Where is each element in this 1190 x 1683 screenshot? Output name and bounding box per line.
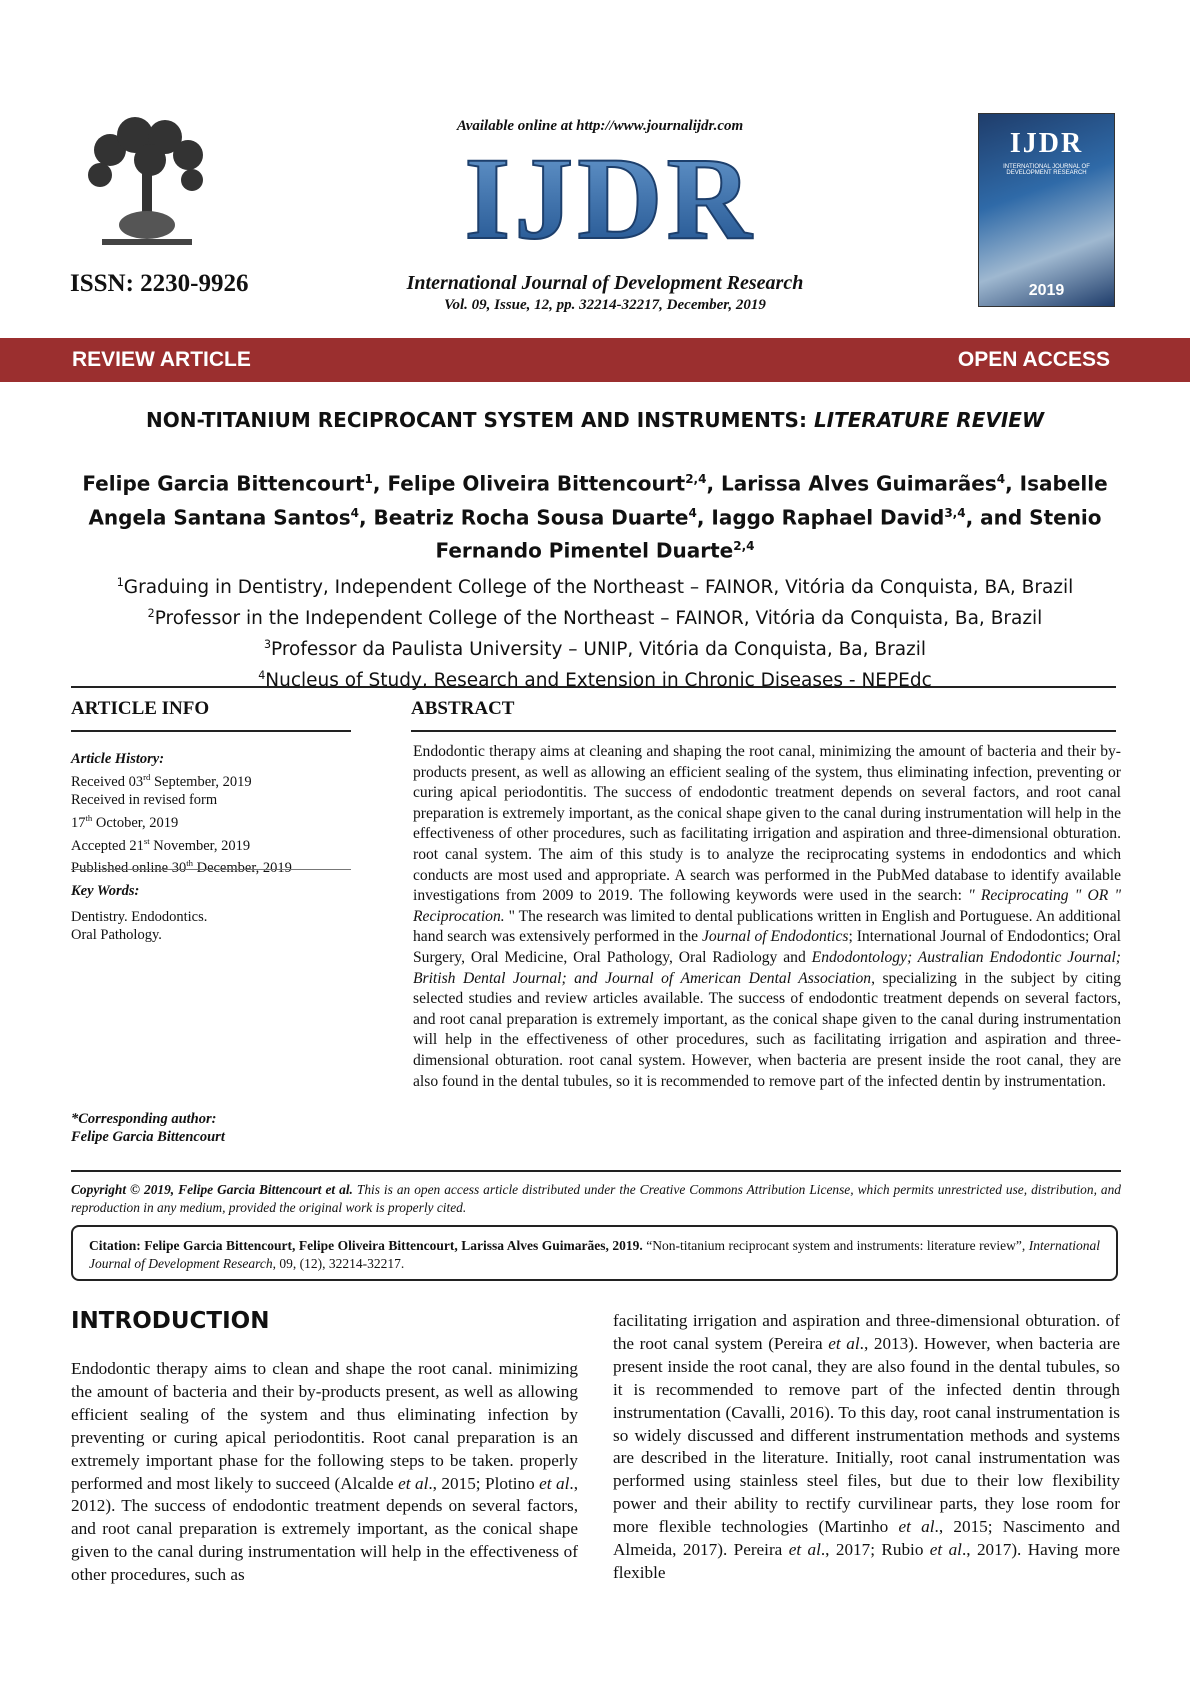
accepted-date: Accepted 21st November, 2019: [71, 835, 251, 854]
abstract-text: Endodontic therapy aims at cleaning and shaping the root canal, minimizing the amount of bacteria and their by-products present, as well as allowing an efficient sealing of the system, thus eliminating infection, preventing or curing apical periodontitis. The success of endodontic treatment depends on several factors, and root canal preparation is extremely important, as the conical shape given to the canal during instrumentation will help in the effectiveness of other procedures, such as facilitating irrigation and aspiration and three-dimensional obturation. root canal system. The aim of this study is to analyze the reciprocating systems in endodontics and which conducts are most used and appropriate. A search was performed in the PubMed database to identify available investigations from 2009 to 2019. The following keywords were used in the search: " Reciprocating " OR " Reciprocation. " The research was limited to dental publications written in English and Portuguese. An additional hand search was extensively performed in the Journal of Endodontics; International Journal of Endodontics; Oral Surgery, Oral Medicine, Oral Pathology, Oral Radiology and Endodontology; Australian Endodontic Journal; British Dental Journal; and Journal of American Dental Association, specializing in the subject by citing selected studies and review articles available. The success of endodontic treatment depends on several factors, and root canal preparation is extremely important, as the conical shape given to the canal during instrumentation will help in the effectiveness of other procedures, such as facilitating irrigation and aspiration and three-dimensional obturation. root canal system. However, when bacteria are present inside the root canal, they are also found in the dental tubules, so it is recommended to remove part of the infected dentin by instrumentation.: [413, 743, 1122, 1090]
available-online-line: Available online at http://www.journalijdr.com: [456, 118, 744, 134]
affiliations: [70, 570, 1120, 695]
tree-logo-icon: [80, 115, 215, 255]
author-list: Felipe Garcia Bittencourt$^1$, Felipe Oliveira Bittencourt$^{2,4}$, Larissa Alves Guimarães$^4$, Isabelle Angela Santana Santos$^4$, Beatriz Rocha Sousa Duarte$^4$, Iaggo Raphael David$^{3,4}$, and Stenio Fernando Pimentel Duarte$^{2,4}$: [82, 471, 1108, 563]
divider: [71, 869, 351, 870]
citation-box: Citation: Felipe Garcia Bittencourt, Felipe Oliveira Bittencourt, Larissa Alves Guimarães, 2019. “Non-titanium reciprocant system and instruments: literature review”, International Journal of Development Research, 09, (12), 32214-32217.: [71, 1225, 1118, 1281]
article-type-banner: [0, 338, 1190, 382]
divider: [71, 1170, 1121, 1172]
abstract-heading: ABSTRACT: [411, 698, 515, 719]
affiliation: $^3$Professor da Paulista University – UNIP, Vitória da Conquista, Ba, Brazil: [263, 638, 927, 661]
keywords-label: Key Words:: [71, 883, 140, 899]
divider: [411, 730, 1116, 732]
article-history: [71, 750, 351, 877]
divider: [71, 730, 351, 732]
keywords-line: Oral Pathology.: [71, 927, 162, 943]
introduction-left-column: Endodontic therapy aims to clean and shape the root canal. minimizing the amount of bacteria and their by-products present, as well as allowing efficient sealing of the system and thus eliminating infection by preventing or curing apical periodontitis. Root canal preparation is an extremely important phase for the following steps to be taken. properly performed and most likely to succeed (Alcalde et al., 2015; Plotino et al., 2012). The success of endodontic treatment depends on several factors, and root canal preparation is extremely important, as the conical shape given to the canal during instrumentation will help in the effectiveness of other procedures, such as: [71, 1359, 578, 1585]
corresponding-name: Felipe Garcia Bittencourt: [71, 1129, 225, 1145]
published-date: Published online 30th December, 2019: [71, 858, 292, 877]
keywords: [71, 882, 351, 944]
cover-year: 2019: [1028, 282, 1065, 299]
article-title: NON-TITANIUM RECIPROCANT SYSTEM AND INSTRUMENTS: LITERATURE REVIEW: [145, 408, 1045, 432]
received-date: Received 03rd September, 2019: [71, 772, 252, 790]
corresponding-label: *Corresponding author:: [71, 1111, 217, 1127]
keywords-line: Dentistry. Endodontics.: [71, 909, 208, 925]
copyright-notice: Copyright © 2019, Felipe Garcia Bittencourt et al. This is an open access article distributed under the Creative Commons Attribution License, which permits unrestricted use, distribution, and reproduction in any medium, provided the original work is properly cited.: [71, 1182, 1121, 1215]
introduction-heading: INTRODUCTION: [71, 1308, 270, 1334]
affiliation: $^2$Professor in the Independent College of the Northeast – FAINOR, Vitória da Conquista, Ba, Brazil: [147, 607, 1043, 630]
article-info-heading: ARTICLE INFO: [71, 698, 210, 719]
introduction-right-column: facilitating irrigation and aspiration and three-dimensional obturation. of the root canal system (Pereira et al., 2013). However, when bacteria are present inside the root canal, they are also found in the dental tubules, so it is recommended to remove part of the infected dentin through instrumentation (Cavalli, 2016). To this day, root canal instrumentation is so widely discussed and different instrumentation methods and systems are described in the literature. Initially, root canal instrumentation was performed using stainless steel files, but due to their low flexibility power and their ability to rectify curvilinear parts, they lose room for more flexible technologies (Martinho et al., 2015; Nascimento and Almeida, 2017). Pereira et al., 2017; Rubio et al., 2017). Having more flexible: [613, 1311, 1121, 1582]
corresponding-author: [71, 1110, 351, 1146]
affiliation: $^1$Graduing in Dentistry, Independent College of the Northeast – FAINOR, Vitória da Conquista, BA, Brazil: [116, 576, 1074, 599]
ijdr-logo-text: IJDR: [464, 150, 756, 250]
revised-label: Received in revised form: [71, 791, 218, 808]
history-label: Article History:: [71, 751, 165, 767]
cover-subtitle: INTERNATIONAL JOURNAL OF DEVELOPMENT RESEARCH: [1003, 164, 1090, 176]
cover-title: IJDR: [1009, 128, 1084, 159]
ijdr-logo: [430, 150, 790, 250]
divider: [71, 686, 1116, 688]
issn: ISSN: 2230-9926: [70, 270, 249, 297]
open-access-label: OPEN ACCESS: [957, 348, 1110, 371]
journal-cover-image: [978, 113, 1115, 307]
review-article-label: REVIEW ARTICLE: [72, 348, 251, 371]
journal-volume-line: Vol. 09, Issue, 12, pp. 32214-32217, December, 2019: [444, 297, 766, 313]
journal-name: International Journal of Development Research: [406, 272, 804, 294]
revised-date: 17th October, 2019: [71, 812, 179, 831]
affiliation: $^4$Nucleus of Study, Research and Extension in Chronic Diseases - NEPEdc: [258, 669, 932, 692]
